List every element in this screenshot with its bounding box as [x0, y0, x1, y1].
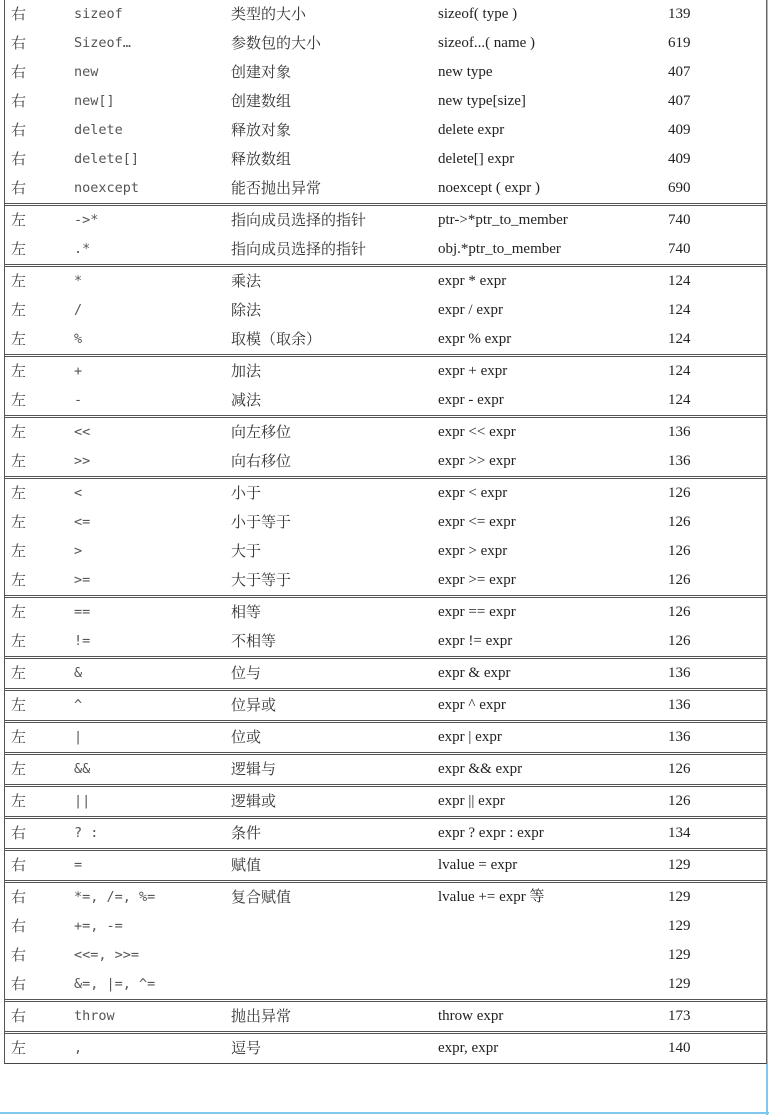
function-cell: 能否抛出异常 — [231, 179, 322, 197]
operator-cell: && — [74, 761, 91, 777]
operator-cell: << — [74, 424, 91, 440]
page-ref-cell: 126 — [668, 543, 691, 559]
page-ref-cell: 124 — [668, 302, 691, 318]
associativity-cell: 右 — [11, 975, 27, 993]
operator-cell: ->* — [74, 212, 99, 228]
usage-cell: lvalue = expr — [438, 857, 518, 873]
table-row — [5, 787, 766, 816]
usage-cell: expr + expr — [438, 363, 508, 379]
function-cell: 逻辑与 — [231, 760, 277, 778]
usage-cell: new type — [438, 64, 493, 80]
operator-cell: &=, |=, ^= — [74, 976, 156, 992]
page-ref-cell: 126 — [668, 604, 691, 620]
operator-cell: , — [74, 1040, 83, 1056]
function-cell: 大于等于 — [231, 571, 292, 589]
associativity-cell: 左 — [11, 571, 27, 589]
page-ref-cell: 740 — [668, 241, 691, 257]
precedence-group — [5, 1031, 766, 1063]
precedence-group — [5, 595, 766, 656]
table-row — [5, 145, 766, 174]
table-row — [5, 566, 766, 595]
function-cell: 类型的大小 — [231, 5, 307, 23]
page-ref-cell: 140 — [668, 1040, 691, 1056]
usage-cell: expr >> expr — [438, 453, 516, 469]
page-ref-cell: 136 — [668, 729, 691, 745]
usage-cell: expr >= expr — [438, 572, 516, 588]
usage-cell: expr ^ expr — [438, 697, 506, 713]
precedence-group — [5, 848, 766, 880]
function-cell: 复合赋值 — [231, 888, 292, 906]
associativity-cell: 左 — [11, 1039, 27, 1057]
associativity-cell: 右 — [11, 1007, 27, 1025]
associativity-cell: 右 — [11, 824, 27, 842]
associativity-cell: 左 — [11, 792, 27, 810]
table-row — [5, 508, 766, 537]
usage-cell: expr | expr — [438, 729, 502, 745]
function-cell: 位异或 — [231, 696, 277, 714]
operator-cell: +=, -= — [74, 918, 123, 934]
page-ref-cell: 126 — [668, 761, 691, 777]
page-ref-cell: 136 — [668, 665, 691, 681]
operator-cell: delete[] — [74, 151, 140, 167]
function-cell: 乘法 — [231, 272, 262, 290]
table-row — [5, 235, 766, 264]
associativity-cell: 左 — [11, 542, 27, 560]
associativity-cell: 左 — [11, 301, 27, 319]
function-cell: 指向成员选择的指针 — [231, 240, 367, 258]
usage-cell: expr / expr — [438, 302, 503, 318]
page-ref-cell: 129 — [668, 918, 691, 934]
precedence-group — [5, 752, 766, 784]
usage-cell: sizeof...( name ) — [438, 35, 536, 51]
page-ref-cell: 139 — [668, 6, 691, 22]
associativity-cell: 左 — [11, 240, 27, 258]
associativity-cell: 左 — [11, 423, 27, 441]
associativity-cell: 右 — [11, 888, 27, 906]
table-row — [5, 267, 766, 296]
table-row — [5, 970, 766, 999]
associativity-cell: 左 — [11, 513, 27, 531]
usage-cell: expr == expr — [438, 604, 516, 620]
usage-cell: expr != expr — [438, 633, 513, 649]
page-ref-cell: 124 — [668, 331, 691, 347]
page-ref-cell: 134 — [668, 825, 691, 841]
table-row — [5, 87, 766, 116]
usage-cell: delete[] expr — [438, 151, 515, 167]
function-cell: 不相等 — [231, 632, 277, 650]
function-cell: 释放对象 — [231, 121, 292, 139]
function-cell: 除法 — [231, 301, 262, 319]
usage-cell: delete expr — [438, 122, 505, 138]
operator-cell: ? : — [74, 825, 99, 841]
operator-cell: sizeof — [74, 6, 123, 22]
operator-cell: < — [74, 485, 83, 501]
usage-cell: expr && expr — [438, 761, 523, 777]
associativity-cell: 右 — [11, 856, 27, 874]
page-frame-bottom-edge — [0, 1112, 769, 1114]
table-row — [5, 0, 766, 29]
function-cell: 取模（取余） — [231, 330, 322, 348]
precedence-group — [5, 784, 766, 816]
operator-precedence-table — [4, 0, 767, 1064]
usage-cell: ptr->*ptr_to_member — [438, 212, 568, 228]
operator-cell: / — [74, 302, 83, 318]
table-row — [5, 883, 766, 912]
table-row — [5, 29, 766, 58]
table-row — [5, 851, 766, 880]
table-row — [5, 819, 766, 848]
precedence-group — [5, 415, 766, 476]
operator-cell: new — [74, 64, 99, 80]
operator-cell: Sizeof… — [74, 35, 131, 51]
table-row — [5, 357, 766, 386]
operator-cell: .* — [74, 241, 91, 257]
function-cell: 位与 — [231, 664, 262, 682]
operator-cell: + — [74, 363, 83, 379]
page-ref-cell: 136 — [668, 453, 691, 469]
page-ref-cell: 124 — [668, 363, 691, 379]
page-ref-cell: 136 — [668, 424, 691, 440]
function-cell: 向右移位 — [231, 452, 292, 470]
associativity-cell: 左 — [11, 362, 27, 380]
associativity-cell: 左 — [11, 632, 27, 650]
page-ref-cell: 740 — [668, 212, 691, 228]
function-cell: 逗号 — [231, 1039, 262, 1057]
function-cell: 加法 — [231, 362, 262, 380]
table-row — [5, 912, 766, 941]
page-ref-cell: 124 — [668, 392, 691, 408]
page-ref-cell: 124 — [668, 273, 691, 289]
operator-cell: throw — [74, 1008, 115, 1024]
operator-cell: <<=, >>= — [74, 947, 140, 963]
function-cell: 释放数组 — [231, 150, 292, 168]
precedence-group — [5, 0, 766, 203]
function-cell: 抛出异常 — [231, 1007, 292, 1025]
function-cell: 创建数组 — [231, 92, 292, 110]
operator-cell: - — [74, 392, 83, 408]
table-row — [5, 479, 766, 508]
associativity-cell: 左 — [11, 330, 27, 348]
operator-cell: != — [74, 633, 91, 649]
associativity-cell: 右 — [11, 150, 27, 168]
operator-cell: || — [74, 793, 91, 809]
precedence-group — [5, 880, 766, 999]
table-row — [5, 418, 766, 447]
table-row — [5, 206, 766, 235]
usage-cell: expr || expr — [438, 793, 505, 809]
function-cell: 向左移位 — [231, 423, 292, 441]
operator-cell: new[] — [74, 93, 115, 109]
table-row — [5, 1002, 766, 1031]
function-cell: 逻辑或 — [231, 792, 277, 810]
associativity-cell: 左 — [11, 211, 27, 229]
page-ref-cell: 409 — [668, 151, 691, 167]
operator-cell: | — [74, 729, 83, 745]
page-ref-cell: 409 — [668, 122, 691, 138]
associativity-cell: 左 — [11, 391, 27, 409]
usage-cell: expr <= expr — [438, 514, 516, 530]
table-row — [5, 1034, 766, 1063]
table-row — [5, 325, 766, 354]
page-ref-cell: 129 — [668, 947, 691, 963]
associativity-cell: 右 — [11, 946, 27, 964]
page-ref-cell: 619 — [668, 35, 691, 51]
function-cell: 创建对象 — [231, 63, 292, 81]
page-ref-cell: 126 — [668, 514, 691, 530]
operator-cell: == — [74, 604, 91, 620]
page-ref-cell: 126 — [668, 485, 691, 501]
page-ref-cell: 129 — [668, 889, 691, 905]
page-ref-cell: 173 — [668, 1008, 691, 1024]
operator-cell: & — [74, 665, 83, 681]
usage-cell: expr % expr — [438, 331, 512, 347]
precedence-group — [5, 203, 766, 264]
associativity-cell: 左 — [11, 664, 27, 682]
table-row — [5, 447, 766, 476]
function-cell: 参数包的大小 — [231, 34, 322, 52]
operator-cell: noexcept — [74, 180, 140, 196]
table-row — [5, 659, 766, 688]
operator-cell: *=, /=, %= — [74, 889, 156, 905]
usage-cell: expr < expr — [438, 485, 508, 501]
table-row — [5, 627, 766, 656]
page-ref-cell: 129 — [668, 857, 691, 873]
page-ref-cell: 407 — [668, 64, 691, 80]
function-cell: 小于等于 — [231, 513, 292, 531]
table-row — [5, 296, 766, 325]
usage-cell: expr << expr — [438, 424, 516, 440]
usage-cell: expr * expr — [438, 273, 507, 289]
associativity-cell: 左 — [11, 272, 27, 290]
page-ref-cell: 126 — [668, 633, 691, 649]
precedence-group — [5, 688, 766, 720]
page-ref-cell: 126 — [668, 572, 691, 588]
operator-cell: >= — [74, 572, 91, 588]
operator-cell: % — [74, 331, 83, 347]
precedence-group — [5, 264, 766, 354]
operator-cell: = — [74, 857, 83, 873]
table-row — [5, 941, 766, 970]
table-row — [5, 755, 766, 784]
operator-cell: <= — [74, 514, 91, 530]
operator-cell: >> — [74, 453, 91, 469]
usage-cell: throw expr — [438, 1008, 504, 1024]
function-cell: 赋值 — [231, 856, 262, 874]
precedence-group — [5, 720, 766, 752]
usage-cell: lvalue += expr 等 — [438, 889, 545, 905]
function-cell: 相等 — [231, 603, 262, 621]
operator-cell: > — [74, 543, 83, 559]
function-cell: 指向成员选择的指针 — [231, 211, 367, 229]
associativity-cell: 右 — [11, 92, 27, 110]
precedence-group — [5, 476, 766, 595]
usage-cell: new type[size] — [438, 93, 526, 109]
associativity-cell: 左 — [11, 728, 27, 746]
function-cell: 条件 — [231, 824, 262, 842]
associativity-cell: 左 — [11, 484, 27, 502]
function-cell: 位或 — [231, 728, 262, 746]
table-row — [5, 116, 766, 145]
function-cell: 大于 — [231, 542, 262, 560]
page-ref-cell: 129 — [668, 976, 691, 992]
table-row — [5, 537, 766, 566]
usage-cell: expr & expr — [438, 665, 511, 681]
table-row — [5, 723, 766, 752]
associativity-cell: 左 — [11, 760, 27, 778]
page-ref-cell: 407 — [668, 93, 691, 109]
associativity-cell: 右 — [11, 179, 27, 197]
associativity-cell: 左 — [11, 603, 27, 621]
associativity-cell: 右 — [11, 917, 27, 935]
function-cell: 小于 — [231, 484, 262, 502]
associativity-cell: 右 — [11, 121, 27, 139]
associativity-cell: 左 — [11, 452, 27, 470]
operator-cell: * — [74, 273, 83, 289]
usage-cell: expr ? expr : expr — [438, 825, 544, 841]
precedence-group — [5, 656, 766, 688]
usage-cell: expr - expr — [438, 392, 504, 408]
precedence-group — [5, 999, 766, 1031]
usage-cell: sizeof( type ) — [438, 6, 518, 22]
operator-cell: delete — [74, 122, 123, 138]
table-row — [5, 691, 766, 720]
table-row — [5, 58, 766, 87]
table-row — [5, 598, 766, 627]
associativity-cell: 右 — [11, 63, 27, 81]
page-ref-cell: 690 — [668, 180, 691, 196]
table-row — [5, 174, 766, 203]
associativity-cell: 右 — [11, 5, 27, 23]
precedence-group — [5, 816, 766, 848]
usage-cell: noexcept ( expr ) — [438, 180, 541, 196]
usage-cell: obj.*ptr_to_member — [438, 241, 561, 257]
page-ref-cell: 126 — [668, 793, 691, 809]
operator-cell: ^ — [74, 697, 83, 713]
function-cell: 减法 — [231, 391, 262, 409]
usage-cell: expr, expr — [438, 1040, 499, 1056]
associativity-cell: 右 — [11, 34, 27, 52]
associativity-cell: 左 — [11, 696, 27, 714]
table-row — [5, 386, 766, 415]
usage-cell: expr > expr — [438, 543, 508, 559]
page-ref-cell: 136 — [668, 697, 691, 713]
precedence-group — [5, 354, 766, 415]
